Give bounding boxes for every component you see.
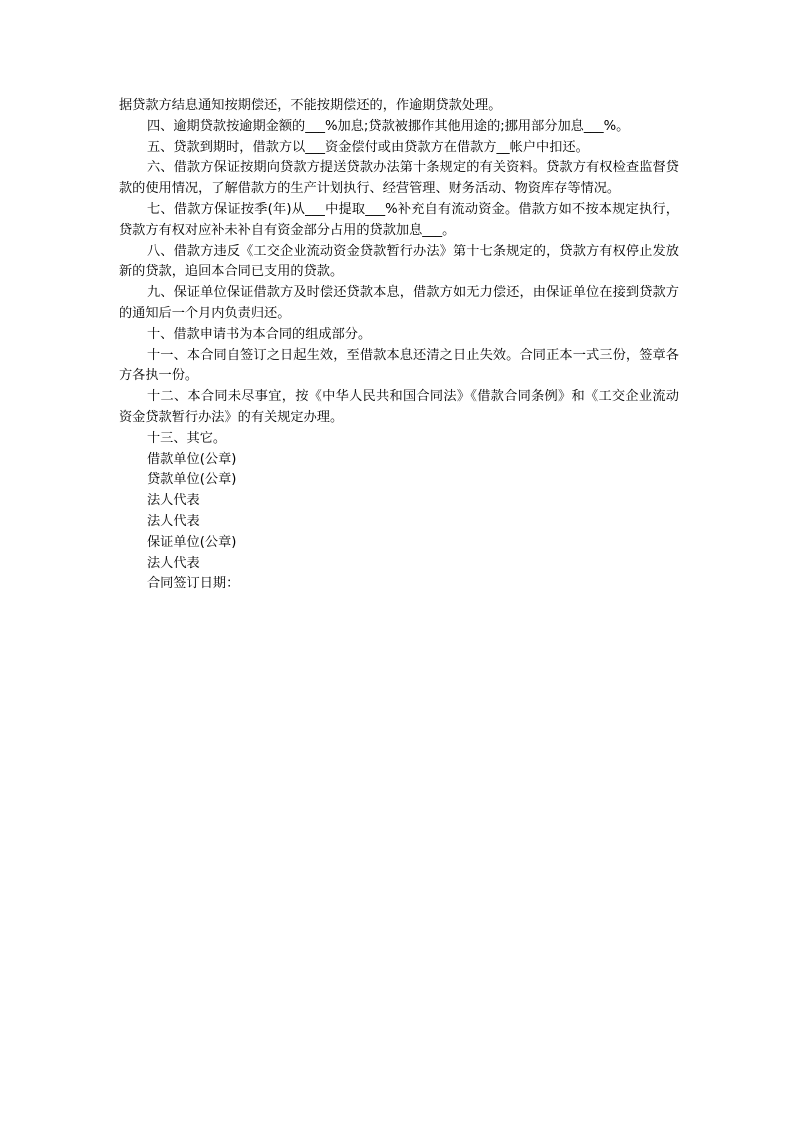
paragraph-clause-9: 九、保证单位保证借款方及时偿还贷款本息，借款方如无力偿还，由保证单位在接到贷款方的通知后一个月内负责归还。 bbox=[119, 285, 679, 321]
signature-legal-rep-1: 法人代表 bbox=[147, 493, 200, 509]
signature-legal-rep-3: 法人代表 bbox=[147, 555, 200, 571]
paragraph-clause-7: 七、借款方保证按季(年)从___中提取___%补充自有流动资金。借款方如不按本规定执行，贷款方有权对应补未补自有资金部分占用的贷款加息___。 bbox=[119, 201, 679, 238]
paragraph-clause-6: 六、借款方保证按期向贷款方提送贷款办法第十条规定的有关资料。贷款方有权检查监督贷款的使用情况，了解借款方的生产计划执行、经营管理、财务活动、物资库存等情况。 bbox=[119, 160, 679, 197]
signature-borrower-seal: 借款单位(公章) bbox=[147, 451, 237, 467]
paragraph-clause-13: 十三、其它。 bbox=[147, 430, 227, 446]
paragraph-clause-4: 四、逾期贷款按逾期金额的___%加息;贷款被挪作其他用途的;挪用部分加息___%。 bbox=[147, 118, 630, 134]
paragraph-clause-10: 十、借款申请书为本合同的组成部分。 bbox=[147, 326, 372, 342]
signature-guarantor-seal: 保证单位(公章) bbox=[147, 534, 237, 550]
paragraph-clause-8: 八、借款方违反《工交企业流动资金贷款暂行办法》第十七条规定的，贷款方有权停止发放新的贷款，追回本合同已支用的贷款。 bbox=[119, 243, 679, 280]
contract-signing-date: 合同签订日期： bbox=[147, 576, 240, 592]
paragraph-continuation: 据贷款方结息通知按期偿还，不能按期偿还的，作逾期贷款处理。 bbox=[119, 98, 502, 113]
signature-legal-rep-2: 法人代表 bbox=[147, 513, 200, 529]
document-body bbox=[119, 96, 679, 595]
paragraph-clause-12: 十二、本合同未尽事宜，按《中华人民共和国合同法》《借款合同条例》和《工交企业流动资金贷款暂行办法》的有关规定办理。 bbox=[119, 389, 679, 425]
paragraph-clause-5: 五、贷款到期时，借款方以___资金偿付或由贷款方在借款方__帐户中扣还。 bbox=[147, 139, 589, 155]
paragraph-clause-11: 十一、本合同自签订之日起生效，至借款本息还清之日止失效。合同正本一式三份，签章各方各执一份。 bbox=[119, 347, 679, 384]
signature-lender-seal: 贷款单位(公章) bbox=[147, 472, 237, 488]
